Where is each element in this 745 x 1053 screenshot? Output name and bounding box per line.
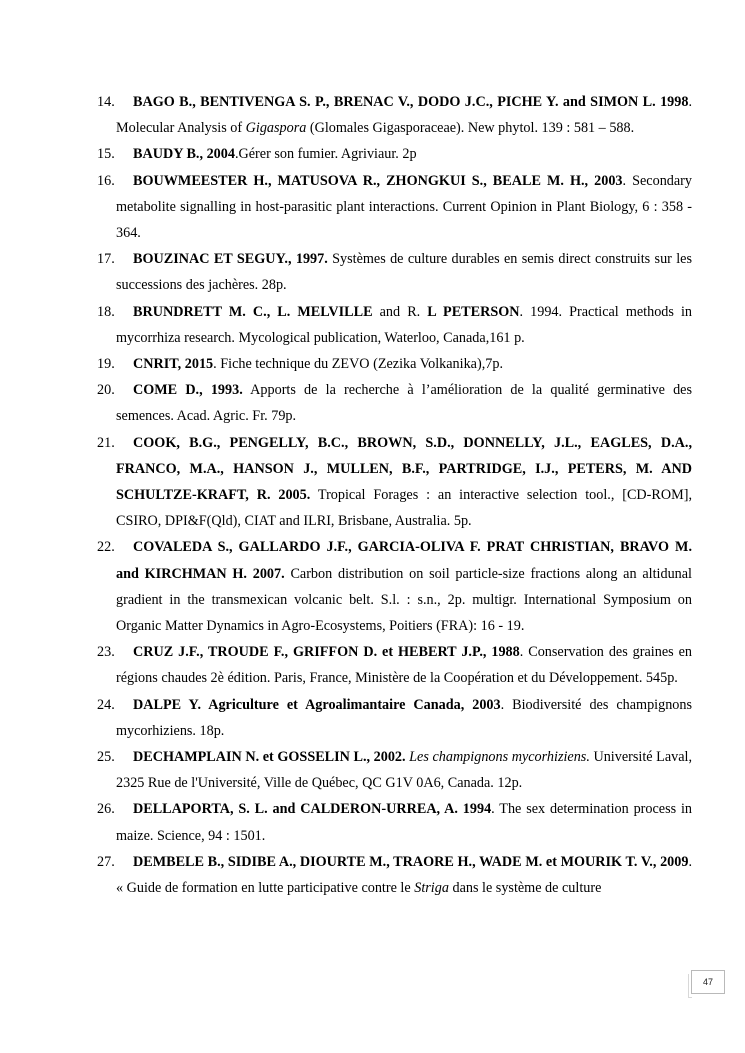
reference-text bbox=[97, 534, 692, 639]
reference-body: Université Laval, 2325 Rue de l'Université, Ville de Québec, QC G1V 0A6, Canada. 12p. bbox=[116, 749, 692, 792]
reference-number: 19. bbox=[97, 356, 115, 373]
reference-body: . Fiche technique du ZEVO (Zezika Volkanika),7p. bbox=[213, 356, 503, 373]
reference-number: 17. bbox=[97, 251, 115, 268]
reference-body: dans le système de culture bbox=[448, 880, 602, 897]
reference-authors: CRUZ J.F., TROUDE F., GRIFFON D. et HEBERT J.P., 1988 bbox=[133, 644, 520, 661]
reference-body: .Gérer son fumier. Agriviaur. 2p bbox=[234, 146, 417, 163]
reference-item bbox=[97, 141, 692, 167]
reference-item bbox=[97, 430, 692, 535]
reference-italic: Gigaspora bbox=[245, 120, 307, 137]
reference-number: 15. bbox=[97, 146, 115, 163]
reference-item bbox=[97, 168, 692, 247]
reference-body: Apports de la recherche à l’amélioration de la qualité germinative des semences. Acad. Agric. Fr. 79p. bbox=[116, 382, 692, 425]
reference-body: Systèmes de culture durables en semis direct construits sur les successions des jachères. 28p. bbox=[116, 251, 692, 294]
reference-text bbox=[97, 849, 692, 901]
reference-text bbox=[97, 168, 692, 247]
reference-item bbox=[97, 692, 692, 744]
reference-authors: DECHAMPLAIN N. et GOSSELIN L., 2002. bbox=[133, 749, 406, 766]
reference-text bbox=[97, 299, 692, 351]
reference-body: . 1994. Practical methods in mycorrhiza research. Mycological publication, Waterloo, Canada,161 p. bbox=[116, 303, 693, 346]
reference-text bbox=[97, 246, 692, 298]
reference-text bbox=[97, 692, 692, 744]
reference-body: . Secondary metabolite signalling in host-parasitic plant interactions. Current Opinion in Plant Biology, 6 : 358 - 364. bbox=[116, 172, 692, 242]
reference-text bbox=[97, 744, 692, 796]
reference-item bbox=[97, 534, 692, 639]
reference-item bbox=[97, 351, 692, 377]
reference-number: 26. bbox=[97, 801, 115, 818]
reference-text bbox=[97, 141, 692, 167]
reference-item bbox=[97, 377, 692, 429]
reference-body: . « Guide de formation en lutte participative contre le bbox=[116, 853, 692, 897]
reference-number: 20. bbox=[97, 382, 115, 399]
reference-authors: BOUZINAC ET SEGUY., 1997. bbox=[133, 251, 328, 268]
reference-italic: Les champignons mycorhiziens. bbox=[409, 749, 590, 766]
reference-authors: COOK, B.G., PENGELLY, B.C., BROWN, S.D., DONNELLY, J.L., EAGLES, D.A., FRANCO, M.A., HANSON J., MULLEN, B.F., PARTRIDGE, I.J., PETERS, M. AND SCHULTZE-KRAFT, R. 2005. bbox=[116, 434, 692, 504]
reference-number: 24. bbox=[97, 696, 115, 713]
reference-authors: COVALEDA S., GALLARDO J.F., GARCIA-OLIVA F. PRAT CHRISTIAN, BRAVO M. and KIRCHMAN H. 2007. bbox=[116, 539, 692, 582]
reference-item bbox=[97, 849, 692, 901]
reference-authors: DALPE Y. Agriculture et Agroalimantaire Canada, 2003 bbox=[133, 696, 501, 713]
reference-authors: L PETERSON bbox=[427, 303, 520, 320]
reference-italic: Striga bbox=[414, 880, 449, 897]
reference-item bbox=[97, 89, 692, 141]
reference-body: Tropical Forages : an interactive selection tool., [CD-ROM], CSIRO, DPI&F(Qld), CIAT and ILRI, Brisbane, Australia. 5p. bbox=[116, 487, 692, 530]
reference-authors: COME D., 1993. bbox=[133, 382, 243, 399]
reference-number: 21. bbox=[97, 434, 115, 451]
reference-authors: BAGO B., BENTIVENGA S. P., BRENAC V., DODO J.C., PICHE Y. and SIMON L. 1998 bbox=[133, 94, 689, 110]
reference-item bbox=[97, 246, 692, 298]
reference-text bbox=[97, 89, 692, 141]
reference-text bbox=[97, 351, 692, 377]
reference-body: Carbon distribution on soil particle-size fractions along an altidunal gradient in the transmexican volcanic belt. S.l. : s.n., 2p. multigr. International Symposium on Organic Matter Dynamics in Agro-Ecosystems, Poitiers (FRA): 16 - 19. bbox=[116, 565, 692, 635]
reference-body: (Glomales Gigasporaceae). New phytol. 139 : 581 – 588. bbox=[306, 120, 635, 137]
reference-authors: DEMBELE B., SIDIBE A., DIOURTE M., TRAORE H., WADE M. et MOURIK T. V., 2009 bbox=[133, 853, 689, 870]
reference-text bbox=[97, 796, 692, 848]
page-number: 47 bbox=[691, 970, 725, 994]
reference-number: 25. bbox=[97, 749, 115, 766]
reference-body: . Molecular Analysis of bbox=[116, 94, 692, 137]
reference-body: . Conservation des graines en régions chaudes 2è édition. Paris, France, Ministère de la Coopération et du Développement. 545p. bbox=[116, 644, 692, 687]
reference-number: 23. bbox=[97, 644, 115, 661]
reference-item bbox=[97, 744, 692, 796]
reference-item bbox=[97, 639, 692, 691]
reference-item bbox=[97, 299, 692, 351]
reference-number: 27. bbox=[97, 853, 115, 870]
reference-authors: DELLAPORTA, S. L. and CALDERON-URREA, A. 1994 bbox=[133, 801, 492, 818]
reference-text bbox=[97, 377, 692, 429]
reference-text bbox=[97, 639, 692, 691]
reference-number: 18. bbox=[97, 303, 115, 320]
reference-list bbox=[97, 89, 692, 901]
reference-authors: BRUNDRETT M. C., L. MELVILLE bbox=[133, 303, 373, 320]
reference-authors: BAUDY B., 2004 bbox=[133, 146, 235, 163]
reference-authors: BOUWMEESTER H., MATUSOVA R., ZHONGKUI S., BEALE M. H., 2003 bbox=[133, 172, 623, 189]
reference-number: 16. bbox=[97, 172, 115, 189]
reference-body: . The sex determination process in maize. Science, 94 : 1501. bbox=[116, 801, 692, 844]
reference-item bbox=[97, 796, 692, 848]
reference-body: . Biodiversité des champignons mycorhiziens. 18p. bbox=[116, 696, 693, 739]
reference-authors: CNRIT, 2015 bbox=[133, 356, 214, 373]
reference-text bbox=[97, 430, 692, 535]
reference-body: and R. bbox=[372, 303, 428, 320]
reference-number: 22. bbox=[97, 539, 115, 556]
reference-number: 14. bbox=[97, 94, 115, 110]
